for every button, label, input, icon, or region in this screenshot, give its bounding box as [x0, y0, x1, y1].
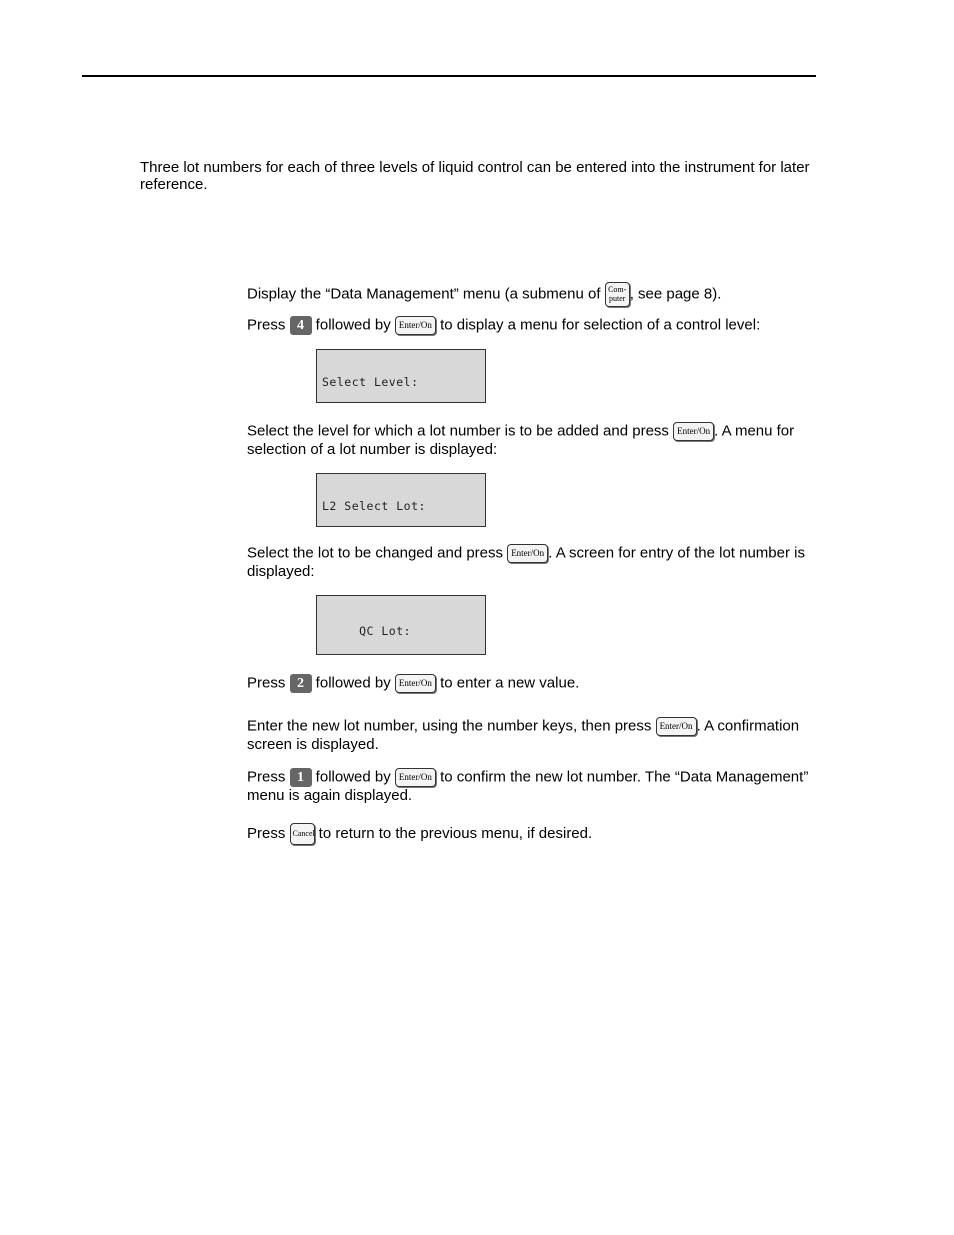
step-press-1: Press 1 followed by Enter/On to confirm the new lot number. The “Data Management” menu is again displayed. [247, 768, 809, 804]
intro-paragraph: Three lot numbers for each of three levels of liquid control can be entered into the instrument for later reference. [140, 159, 810, 193]
enter-on-key-icon: Enter/On [395, 316, 436, 335]
header-rule [82, 75, 816, 77]
enter-on-key-icon: Enter/On [656, 717, 697, 736]
enter-on-key-icon: Enter/On [673, 422, 714, 441]
lcd-qc-lot [316, 595, 486, 655]
step-press-2: Press 2 followed by Enter/On to enter a new value. [247, 674, 580, 692]
step-press-4: Press 4 followed by Enter/On to display a menu for selection of a control level: [247, 316, 761, 334]
lcd-select-level [316, 349, 486, 403]
step-select-level: Select the level for which a lot number is to be added and press Enter/On . A menu for selection of a lot number is displayed: [247, 422, 795, 458]
computer-key-icon: Com- puter [605, 282, 630, 307]
enter-on-key-icon: Enter/On [395, 768, 436, 787]
cancel-key-icon: Cancel [290, 823, 315, 845]
lcd-line: Select Level: [322, 375, 419, 389]
key-1-icon: 1 [290, 768, 312, 787]
key-2-icon: 2 [290, 674, 312, 693]
lcd-select-lot [316, 473, 486, 527]
step-enter-lot-number: Enter the new lot number, using the number keys, then press Enter/On . A confirmation screen is displayed. [247, 717, 800, 753]
step-press-cancel: Press Cancel to return to the previous menu, if desired. [247, 823, 822, 845]
enter-on-key-icon: Enter/On [395, 674, 436, 693]
lcd-line: L2 Select Lot: [322, 499, 426, 513]
enter-on-key-icon: Enter/On [507, 544, 548, 563]
lcd-line: QC Lot: [322, 624, 412, 638]
step-select-lot: Select the lot to be changed and press Enter/On . A screen for entry of the lot number is displayed: [247, 544, 805, 580]
key-4-icon: 4 [290, 316, 312, 335]
step-display-menu: Display the “Data Management” menu (a submenu of Com- puter , see page 8). [247, 282, 822, 307]
